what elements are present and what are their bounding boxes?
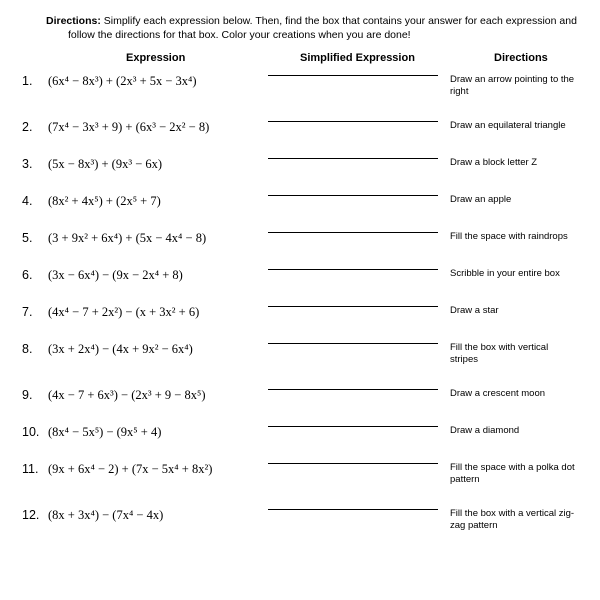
- directions-paragraph: [46, 14, 578, 42]
- row-spacer-cell: [22, 403, 578, 425]
- problem-number: 1.: [22, 74, 33, 88]
- problem-number: 5.: [22, 231, 33, 245]
- problem-direction: Draw a crescent moon: [450, 388, 546, 399]
- problem-expression: (8x² + 4x⁵) + (2x⁵ + 7): [48, 194, 161, 208]
- row-spacer-cell: [22, 135, 578, 157]
- problem-expression: (6x⁴ − 8x³) + (2x³ + 5x − 3x⁴): [48, 74, 197, 88]
- table-row: [22, 342, 578, 366]
- answer-blank-line[interactable]: [268, 342, 438, 344]
- problem-number: 4.: [22, 194, 33, 208]
- answer-blank-line[interactable]: [268, 74, 438, 76]
- problem-expression: (3x + 2x⁴) − (4x + 9x² − 6x⁴): [48, 342, 193, 356]
- problem-direction: Scribble in your entire box: [450, 268, 560, 279]
- directions-label: Directions:: [46, 15, 101, 27]
- row-spacer-cell: [22, 209, 578, 231]
- header-expression: Expression: [126, 52, 186, 64]
- problem-expression: (7x⁴ − 3x³ + 9) + (6x³ − 2x² − 8): [48, 120, 210, 134]
- problem-number: 12.: [22, 508, 40, 522]
- row-spacer: [22, 135, 578, 157]
- table-row: [22, 268, 578, 283]
- problem-number: 10.: [22, 425, 40, 439]
- row-spacer: [22, 98, 578, 120]
- answer-blank-cell[interactable]: [264, 305, 450, 320]
- answer-blank-line[interactable]: [268, 425, 438, 427]
- problem-expression: (8x⁴ − 5x⁵) − (9x⁵ + 4): [48, 425, 162, 439]
- problem-number: 3.: [22, 157, 33, 171]
- problem-number: 2.: [22, 120, 33, 134]
- answer-blank-line[interactable]: [268, 231, 438, 233]
- problem-expression: (8x + 3x⁴) − (7x⁴ − 4x): [48, 508, 164, 522]
- answer-blank-line[interactable]: [268, 462, 438, 464]
- problem-number: 8.: [22, 342, 33, 356]
- problem-direction: Fill the box with a vertical zig-zag pattern: [450, 508, 575, 531]
- row-spacer-cell: [22, 320, 578, 342]
- problem-expression: (4x⁴ − 7 + 2x²) − (x + 3x² + 6): [48, 305, 200, 319]
- problem-expression: (3x − 6x⁴) − (9x − 2x⁴ + 8): [48, 268, 183, 282]
- directions-text: Simplify each expression below. Then, find the box that contains your answer for each expression and follow the directions for that box. Color your creations when you are done!: [68, 15, 577, 41]
- row-spacer: [22, 246, 578, 268]
- row-spacer: [22, 440, 578, 462]
- table-row: [22, 74, 578, 98]
- problem-expression: (9x + 6x⁴ − 2) + (7x − 5x⁴ + 8x²): [48, 462, 213, 476]
- problem-direction: Fill the box with vertical stripes: [450, 342, 549, 365]
- problem-expression: (3 + 9x² + 6x⁴) + (5x − 4x⁴ − 8): [48, 231, 207, 245]
- answer-blank-cell[interactable]: [264, 231, 450, 246]
- problem-direction: Draw an equilateral triangle: [450, 120, 566, 131]
- problem-direction: Draw an arrow pointing to the right: [450, 74, 575, 97]
- row-spacer-cell: [22, 98, 578, 120]
- problem-number: 7.: [22, 305, 33, 319]
- problem-number: 11.: [22, 462, 39, 476]
- answer-blank-cell[interactable]: [264, 342, 450, 366]
- answer-blank-cell[interactable]: [264, 425, 450, 440]
- table-row: [22, 388, 578, 403]
- answer-blank-cell[interactable]: [264, 157, 450, 172]
- row-spacer-cell: [22, 172, 578, 194]
- table-row: [22, 425, 578, 440]
- table-row: [22, 157, 578, 172]
- problem-direction: Fill the space with raindrops: [450, 231, 568, 242]
- row-spacer: [22, 209, 578, 231]
- answer-blank-line[interactable]: [268, 194, 438, 196]
- row-spacer-cell: [22, 366, 578, 388]
- problem-expression: (4x − 7 + 6x³) − (2x³ + 9 − 8x⁵): [48, 388, 206, 402]
- problem-direction: Draw an apple: [450, 194, 512, 205]
- row-spacer: [22, 283, 578, 305]
- column-headers: [22, 52, 578, 74]
- problem-direction: Draw a block letter Z: [450, 157, 538, 168]
- answer-blank-line[interactable]: [268, 388, 438, 390]
- row-spacer-cell: [22, 283, 578, 305]
- answer-blank-line[interactable]: [268, 120, 438, 122]
- table-row: [22, 462, 578, 486]
- answer-blank-line[interactable]: [268, 508, 438, 510]
- row-spacer: [22, 366, 578, 388]
- problem-expression: (5x − 8x³) + (9x³ − 6x): [48, 157, 163, 171]
- answer-blank-line[interactable]: [268, 268, 438, 270]
- answer-blank-cell[interactable]: [264, 120, 450, 135]
- answer-blank-line[interactable]: [268, 157, 438, 159]
- problem-number: 6.: [22, 268, 33, 282]
- problem-direction: Draw a star: [450, 305, 499, 316]
- table-row: [22, 194, 578, 209]
- row-spacer: [22, 486, 578, 508]
- answer-blank-cell[interactable]: [264, 268, 450, 283]
- table-row: [22, 120, 578, 135]
- row-spacer: [22, 320, 578, 342]
- problems-table: [22, 74, 578, 532]
- row-spacer-cell: [22, 246, 578, 268]
- answer-blank-cell[interactable]: [264, 508, 450, 532]
- answer-blank-line[interactable]: [268, 305, 438, 307]
- row-spacer: [22, 403, 578, 425]
- answer-blank-cell[interactable]: [264, 388, 450, 403]
- problem-direction: Draw a diamond: [450, 425, 520, 436]
- answer-blank-cell[interactable]: [264, 194, 450, 209]
- row-spacer: [22, 172, 578, 194]
- answer-blank-cell[interactable]: [264, 462, 450, 486]
- row-spacer-cell: [22, 440, 578, 462]
- table-row: [22, 508, 578, 532]
- table-row: [22, 231, 578, 246]
- header-simplified-expression: Simplified Expression: [300, 52, 415, 64]
- header-directions: Directions: [494, 52, 548, 64]
- table-row: [22, 305, 578, 320]
- answer-blank-cell[interactable]: [264, 74, 450, 98]
- row-spacer-cell: [22, 486, 578, 508]
- problem-number: 9.: [22, 388, 33, 402]
- problem-direction: Fill the space with a polka dot pattern: [450, 462, 575, 485]
